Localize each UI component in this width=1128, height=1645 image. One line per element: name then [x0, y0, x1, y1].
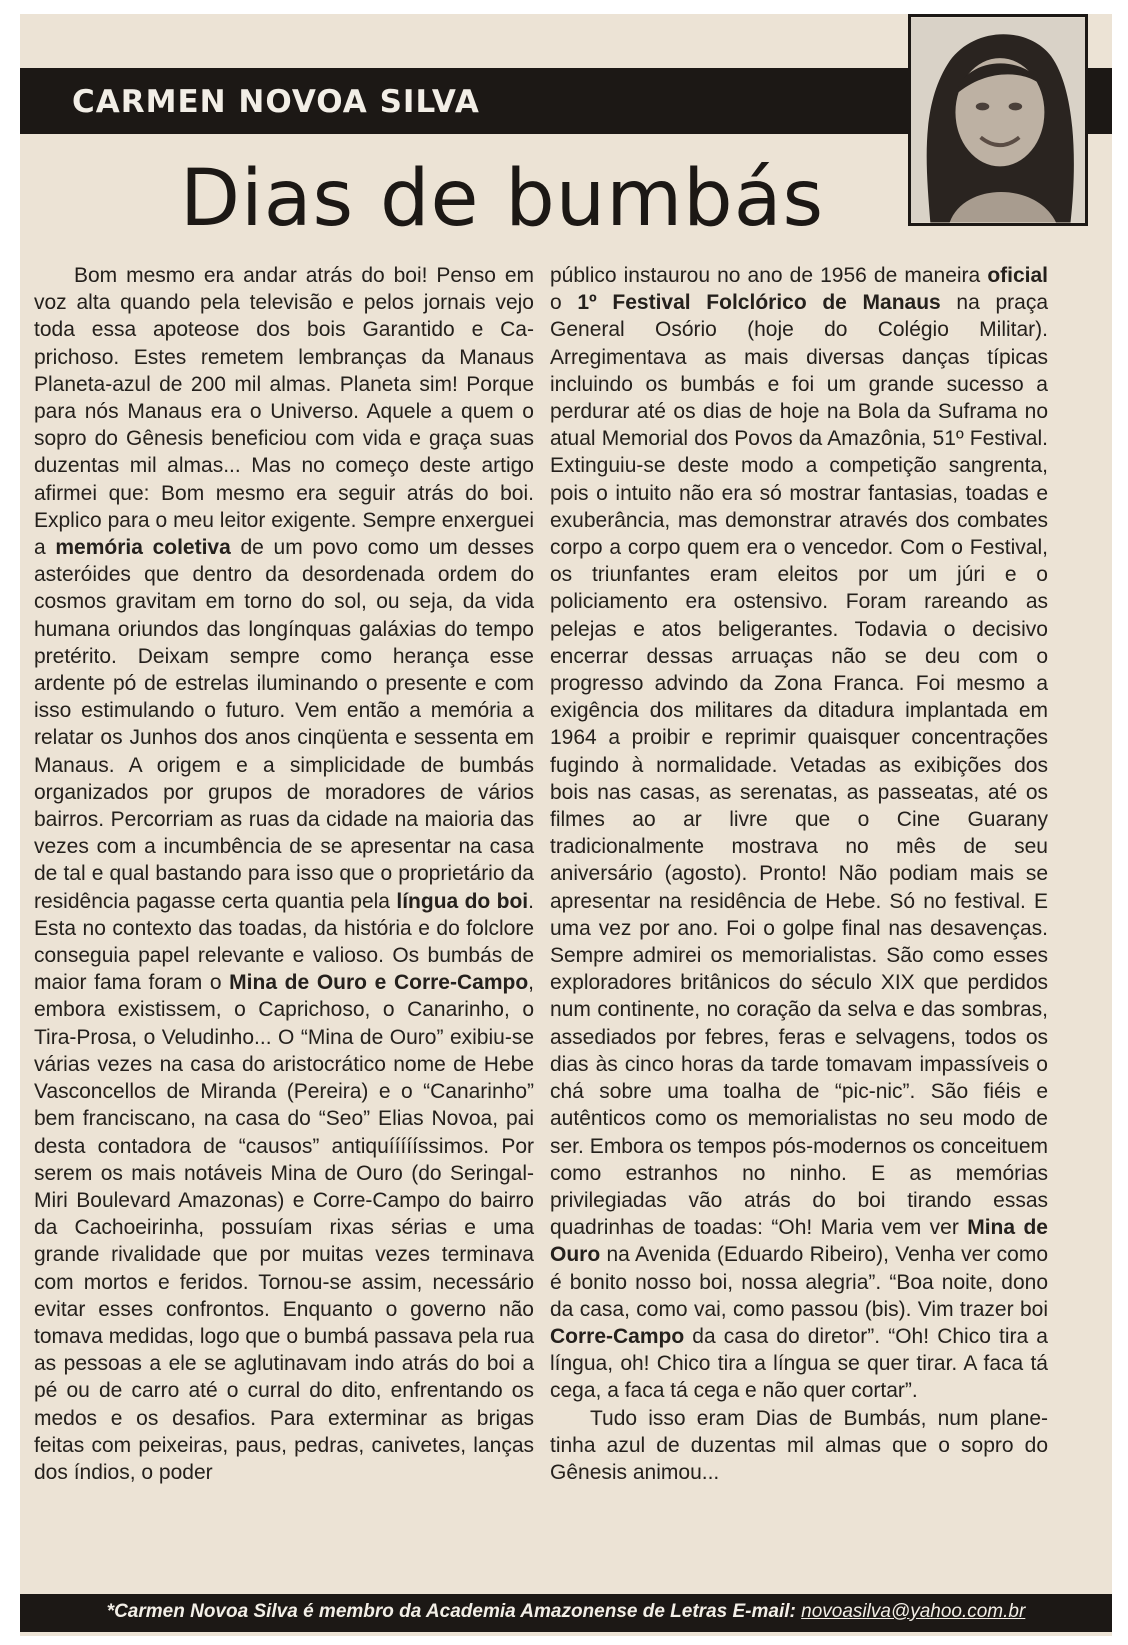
left-column-text	[34, 262, 534, 1486]
emphasis-text: Mina de Ouro e Corre-Campo	[229, 971, 529, 995]
body-text: público instaurou no ano de 1956 de maneira	[550, 264, 988, 287]
right-column	[550, 262, 1048, 1486]
author-photo	[908, 14, 1088, 226]
emphasis-text: Corre-Campo	[550, 1324, 685, 1348]
body-text: o	[550, 291, 578, 315]
emphasis-text: oficial	[987, 264, 1048, 287]
newspaper-clipping	[20, 14, 1112, 1636]
footer-email-link[interactable]: novoasilva@yahoo.com.br	[801, 1601, 1026, 1622]
body-text: da casa do diretor”. “Oh! Chico tira a língua, oh! Chico tira a língua se quer tirar. A faca tá cega, a faca tá cega e não quer cortar”.	[550, 1324, 1048, 1403]
body-text: na praça General Osório (hoje do Colégio Militar). Arregimentava as mais diversas danças típicas incluindo os bumbás e foi um grande sucesso a perdurar até os dias de hoje na Bola da Suframa no atual Memorial dos Povos da Amazônia, 51º Festival. Extinguiu-se deste modo a competição sangrenta, pois o intuito não era só mostrar fantasias, toadas e exuberância, mas demonstrar através dos combates corpo a corpo quem era o vencedor. Com o Festival, os triunfantes eram eleitos por um júri e o policiamento era ostensivo. Foram rareando as pelejas e atos beligerantes. Todavia o decisivo encerrar dessas arruaças não se deu com o progresso advindo da Zona Franca. Foi mesmo a exigência dos militares da ditadura implantada em 1964 a proibir e reprimir quaisquer concentrações fugindo à normalidade. Vetadas as exibições dos bois nas casas, as serenatas, as passeatas, até os filmes ao ar livre que o Cine Guarany tradicionalmente mostrava no mês de seu aniversário (agosto). Pronto! Não podiam mais se apresentar na residência de Hebe. Só no festival. E uma vez por ano. Foi o golpe final nas desavenças. Sempre admirei os memorialistas. São como esses exploradores britânicos do século XIX que perdidos num continente, no coração da selva e das sombras, assediados por febres, feras e selvagens, todos os dias às cinco horas da tarde tomavam impassíveis o chá sobre uma toalha de “pic-nic”. São fiéis e autênticos como os memorialistas no seu modo de ser. Embora os tempos pós-modernos os conceituem como estranhos no ninho. E as memórias privilegiadas vão atrás do boi tirando essas quadrinhas de toadas: “Oh! Maria vem ver	[550, 291, 1049, 1240]
body-text: de um povo como um desses asteróides que dentro da desordenada ordem do cosmos gravitam em torno do sol, ou seja, da vida humana oriundos das longínquas galáxias do tempo pretérito. Deixam sempre como herança esse ardente pó de estrelas iluminando o presente e com isso estimulando o futuro. Vem então a memória a relatar os Junhos dos anos cinqüenta e sessenta em Manaus. A origem e a simplicidade de bumbás organizados por grupos de moradores de vários bairros. Percorriam as ruas da cidade na maioria das vezes com a incumbência de se apresentar na casa de tal e qual bastando para isso que o proprietário da residência pagasse certa quantia pela	[34, 536, 534, 913]
body-text: . Esta no contexto das toadas, da história e do folclore conseguia papel relevante e valioso. Os bumbás de maior fama foram o	[34, 889, 534, 995]
emphasis-text: memória coletiva	[55, 536, 231, 560]
body-text: Bom mesmo era andar atrás do boi! Penso em voz alta quando pela televisão e pelos jornais vejo toda essa apoteose dos bois Garantido e Caprichoso. Estes remetem lembranças da Manaus Planeta-azul de 200 mil almas. Planeta sim! Porque para nós Manaus era o Universo. Aquele a quem o sopro do Gênesis beneficiou com vida e graça suas duzentas mil almas... Mas no começo deste artigo afirmei que: Bom mesmo era seguir atrás do boi. Explico para o meu leitor exigente. Sempre enxerguei a	[34, 264, 534, 560]
emphasis-text: 1º Festival Folclórico de Manaus	[577, 291, 941, 315]
author-portrait-illustration	[911, 17, 1085, 223]
article-title: Dias de bumbás	[180, 154, 825, 244]
closing-paragraph: Tudo isso eram Dias de Bumbás, num planetinha azul de duzentas mil almas que o sopro do Gênesis animou...	[550, 1406, 1048, 1484]
emphasis-text: língua do boi	[396, 889, 529, 913]
footer-author-note: *Carmen Novoa Silva é membro da Academia Amazonense de Letras E-mail:	[106, 1601, 802, 1622]
footer-note	[20, 1601, 1112, 1623]
left-column	[34, 262, 534, 1486]
body-text: , embora existissem, o Caprichoso, o Canarinho, o Tira-Prosa, o Veludinho... O “Mina de Ouro” exibiu-se várias vezes na casa do aristocrático nome de Hebe Vasconcellos de Miranda (Pereira) e o “Canarinho” bem franciscano, na casa do “Seo” Elias Novoa, pai desta contadora de “causos” antiquíííííssimos. Por serem os mais notáveis Mina de Ouro (do Seringal-Miri Boulevard Amazonas) e Corre-Campo do bairro da Cachoeirinha, possuíam rixas sérias e uma grande rivalidade que por muitas vezes terminava com mortos e feridos. Tornou-se assim, necessário evitar esses confrontos. Enquanto o governo não tomava medidas, logo que o bumbá passava pela rua as pessoas a ele se aglutinavam indo atrás do boi a pé ou de carro até o curral do dito, enfrentando os medos e os desafios. Para exterminar as brigas feitas com peixeiras, paus, pedras, canivetes, lanças dos índios, o poder	[34, 971, 534, 1484]
body-text: na Avenida (Eduardo Ribeiro), Venha ver como é bonito nosso boi, nossa alegria”. “Boa noite, dono da casa, como vai, como passou (bis). Vim trazer boi	[550, 1243, 1048, 1321]
right-column-text	[550, 262, 1048, 1405]
emphasis-text: Mina de Ouro	[550, 1216, 1048, 1267]
author-name: CARMEN NOVOA SILVA	[72, 84, 480, 120]
